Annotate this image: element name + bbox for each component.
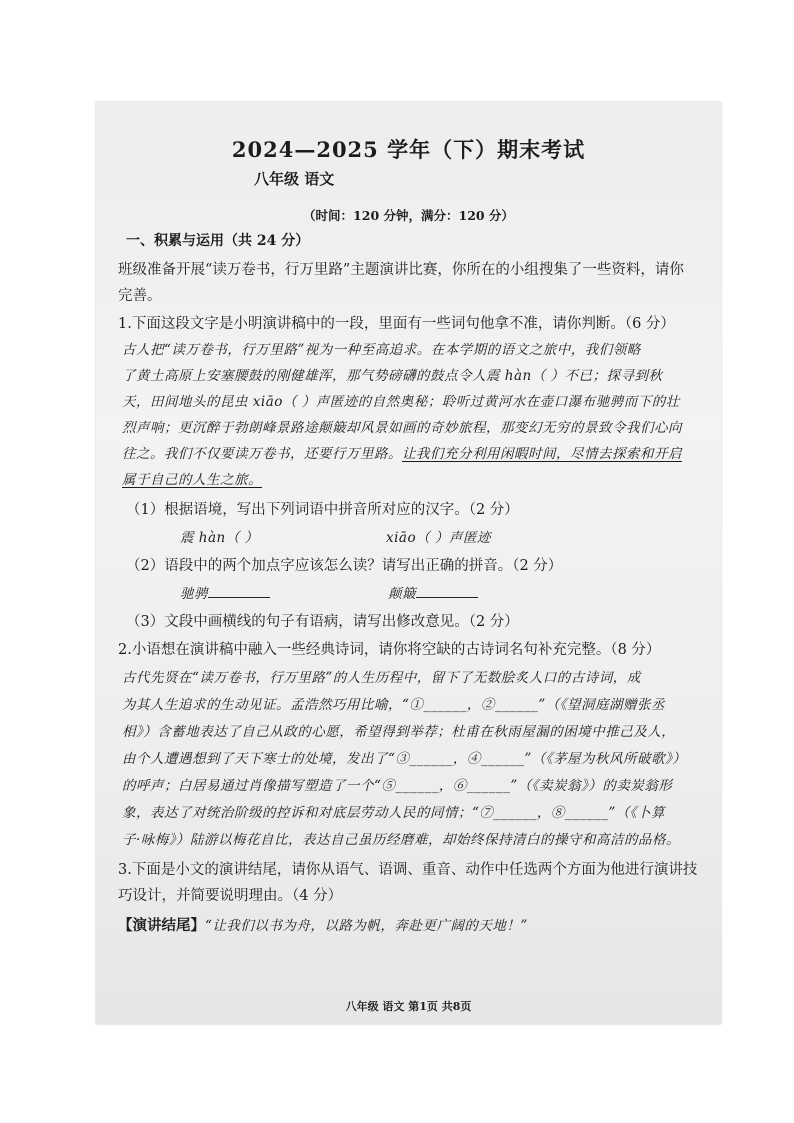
exam-paper: [96, 102, 721, 1024]
question-1-sub-2: （2）语段中的两个加点字应该怎么读？请写出正确的拼音。（2 分）: [126, 558, 563, 574]
passage-line: 往之。我们不仅要读万卷书，还要行万里路。: [122, 446, 402, 462]
q2-line: 相》）含蓄地表达了自己从政的心愿，希望得到举荐；杜甫在秋雨屋漏的困境中推己及人，: [122, 724, 676, 740]
q2-line: 象，表达了对统治阶级的控诉和对底层劳动人民的同情；“⑦______，⑧______”（《卜算: [122, 805, 666, 821]
q2-line: 的呼声；白居易通过肖像描写塑造了一个“⑤______，⑥______”（《卖炭翁》）的卖炭翁形: [122, 778, 673, 794]
passage-line: 天，田间地头的昆虫 xiāo（ ）声匿迹的自然奥秘；聆听过黄河水在壶口瀑布驰骋而下的壮: [122, 394, 680, 410]
page-footer: 八年级 语文 第1页 共8页: [345, 1000, 472, 1013]
speech-label: 【演讲结尾】: [118, 917, 205, 934]
sub-1-item-b: xiāo（ ）声匿迹: [386, 530, 491, 546]
passage-line: 属于自己的人生之旅。: [122, 472, 262, 488]
q2-line: 子·咏梅》）陆游以梅花自比，表达自己虽历经磨难，却始终保持清白的操守和高洁的品格。: [122, 832, 681, 848]
sub-2-item-a: [180, 582, 270, 602]
answer-blank[interactable]: [208, 583, 270, 598]
question-3-stem-line-2: 巧设计，并简要说明理由。（4 分）: [118, 888, 343, 904]
section-heading: 一、积累与运用（共 24 分）: [126, 233, 310, 249]
section-intro-line-2: 完善。: [118, 288, 162, 304]
question-1-stem: 1.下面这段文字是小明演讲稿中的一段，里面有一些词句他拿不准，请你判断。（6 分）: [118, 316, 675, 332]
q2-line: 为其人生追求的生动见证。孟浩然巧用比喻，“①______，②______”（《望洞庭湖赠张丞: [122, 697, 666, 713]
speech-text: “让我们以书为舟，以路为帆，奔赴更广阔的天地！”: [205, 918, 528, 934]
exam-title: 2024—2025 学年（下）期末考试: [231, 137, 586, 162]
sub-1-item-a: 震 hàn（ ）: [180, 530, 259, 546]
passage-line: 古人把“读万卷书，行万里路”视为一种至高追求。在本学期的语文之旅中，我们领略: [122, 342, 641, 358]
answer-blank[interactable]: [416, 583, 478, 598]
passage-line: 了黄土高原上安塞腰鼓的刚健雄浑，那气势磅礴的鼓点令人震 hàn（ ）不已；探寻到秋: [122, 368, 663, 384]
q2-line: 由个人遭遇想到了天下寒士的处境，发出了“③______，④______”（《茅屋为秋风所破歌》）: [122, 751, 687, 767]
section-intro-line-1: 班级准备开展“读万卷书，行万里路”主题演讲比赛，你所在的小组搜集了一些资料，请你: [118, 262, 684, 278]
speech-ending: [118, 914, 528, 935]
grade-subject: 八年级 语文: [254, 170, 335, 188]
word-chicheng: 驰骋: [180, 586, 208, 602]
word-dianbo: 颠簸: [388, 586, 416, 602]
question-1-sub-1: （1）根据语境，写出下列词语中拼音所对应的汉字。（2 分）: [126, 502, 519, 518]
sub-2-item-b: [388, 582, 478, 602]
q2-line: 古代先贤在“读万卷书，行万里路”的人生历程中，留下了无数脍炙人口的古诗词，成: [122, 670, 641, 686]
passage-line: 烈声响；更沉醉于勃朗峰景路途颠簸却风景如画的奇妙旅程，那变幻无穷的景致令我们心向: [122, 420, 682, 436]
question-2-stem: 2.小语想在演讲稿中融入一些经典诗词，请你将空缺的古诗词名句补充完整。（8 分）: [118, 642, 661, 658]
underlined-sentence: 让我们充分利用闲暇时间，尽情去探索和开启: [402, 446, 682, 462]
question-1-sub-3: （3）文段中画横线的句子有语病，请写出修改意见。（2 分）: [126, 614, 519, 630]
question-3-stem-line-1: 3.下面是小文的演讲结尾，请你从语气、语调、重音、动作中任选两个方面为他进行演讲技: [118, 862, 698, 878]
passage-line-with-underline: [122, 442, 682, 462]
time-info: （时间：120 分钟，满分：120 分）: [303, 208, 514, 223]
